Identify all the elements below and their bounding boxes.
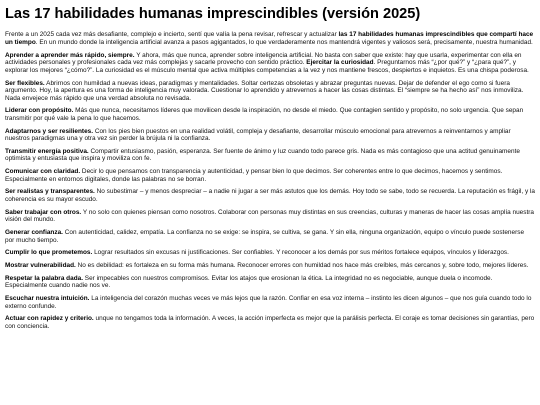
skill-heading: Ser flexibles. [5,79,45,87]
skill-body: Y no solo con quienes piensan como nosotros. Colaborar con personas muy distintas en sus creencias, culturas y maneras de hacer las cosas amplía nuestra visión del mundo. [5,208,534,224]
skill-heading: Ser realistas y transparentes. [5,188,95,196]
skill-paragraph [5,188,535,203]
skill-heading: Cumplir lo que prometemos. [5,249,93,257]
skill-paragraph [5,148,535,163]
intro-text-end: . En un mundo donde la inteligencia artificial avanza a pasos agigantados, lo que verdaderamente nos mantendrá vigentes y valiosos será, precisamente, nuestra humanidad. [35,38,533,46]
skill-body: No subestimar – y menos despreciar – a nadie ni jugar a ser más astutos que los demás. Hoy todo se sabe, todo se recuerda. La reputación es frágil, y la coherencia es su mayor escudo. [5,188,535,204]
skill-heading: Liderar con propósito. [5,107,74,115]
skill-paragraph [5,249,535,257]
intro-text: Frente a un 2025 cada vez más desafiante, complejo e incierto, sentí que valía la pena revisar, refrescar y actualizar [5,31,339,38]
skill-heading: Aprender a aprender más rápido, siempre. [5,51,135,59]
skill-paragraph [5,315,535,330]
skill-body: Compartir entusiasmo, pasión, esperanza. Ser fuente de ánimo y luz cuando todo parece gris. Nada es más contagioso que una actitud genuinamente optimista y entusiasta que inspira y moviliza con fe. [5,147,520,163]
skill-paragraph [5,262,535,270]
skill-heading: Escuchar nuestra intuición. [5,295,90,303]
skill-body: Con los pies bien puestos en una realidad volátil, compleja y desafiante, desarrollar músculo emocional para atrevernos a reinventarnos y ampliar nuestros paradigmas una y otra vez sin perder la brújula ni la confianza. [5,127,511,143]
skill-body: Y ahora, más que nunca, aprender sobre inteligencia artificial. No basta con saber que existe: hay que usarla, experimentar con ella en actividades personales y profesionales cada vez más complejas y sacarle provecho con sentido práctico. [5,51,522,67]
skill-paragraph [5,275,535,290]
skill-body: unque no tengamos toda la información. A veces, la acción imperfecta es mejor que la parálisis perfecta. El coraje es tomar decisiones sin garantías, pero con conciencia. [5,315,535,330]
skill-heading: Generar confianza. [5,229,63,237]
skill-paragraph [5,295,535,310]
skill-paragraph [5,52,535,75]
skill-paragraph [5,168,535,183]
skill-body: Lograr resultados sin excusas ni justificaciones. Ser confiables. Y reconocer a los demás por sus méritos fortalece equipos, vínculos y liderazgos. [94,249,509,257]
skill-body: No es debilidad: es fortaleza en su forma más humana. Reconocer errores con humildad nos hace más creíbles, más cercanos y, sobre todo, mejores líderes. [77,262,529,270]
skill-heading: Adaptarnos y ser resilientes. [5,127,94,135]
skill-heading: Transmitir energía positiva. [5,147,89,155]
skill-heading: Respetar la palabra dada. [5,274,83,282]
intro-highlight: las 17 habilidades humanas imprescindibles que compartí hace un tiempo [5,31,534,46]
skill-paragraph [5,128,535,143]
skill-paragraph [5,209,535,224]
skill-heading: Comunicar con claridad. [5,168,81,176]
skill-body: Decir lo que pensamos con transparencia y autenticidad, y pensar bien lo que decimos. Ser coherentes entre lo que decimos, hacemos y sentimos. Especialmente en entornos digitales, donde las palabras no se borran. [5,168,503,183]
skill-paragraph [5,80,535,103]
skill-body: Ser impecables con nuestros compromisos. Evitar los atajos que erosionan la ética. La integridad no es negociable, aunque duela o incomode. Especialmente cuando nadie nos ve. [5,274,493,290]
skill-body: Con autenticidad, calidez, empatía. La confianza no se exige: se inspira, se cultiva, se gana. Y sin ella, ninguna organización, equipo o vínculo puede sostenerse por mucho tiempo. [5,229,525,244]
skill-heading: Saber trabajar con otros. [5,208,82,216]
skill-paragraph [5,107,535,122]
intro-paragraph [5,31,535,46]
skill-body-secondary: . Preguntarnos más “¿por qué?” y “¿para qué?”, y explorar los mejores “¿cómo?”. La curiosidad es el músculo mental que activa múltiples competencias a la vez y nos mantiene frescos, despiertos e inquietos. Es una chispa poderosa. [5,59,529,74]
skill-body: Abrirnos con humildad a nuevas ideas, paradigmas y mentalidades. Soltar certezas obsoletas y abrazar preguntas nuevas. Dejar de defender el ego como si fuera argumento. Hoy, la apertura es una forma de inteligencia muy valorada. Cuestionar lo aprendido y atrevernos a hacer las cosas distintas. El “siempre se ha hecho así” nos inmoviliza. Nada envejece más rápido que una verdad absoluta no revisada. [5,79,524,102]
skill-heading: Actuar con rapidez y criterio. [5,315,94,323]
page-title: Las 17 habilidades humanas imprescindibles (versión 2025) [5,6,421,22]
skill-body: Más que nunca, necesitamos líderes que movilicen desde la inspiración, no desde el miedo. Que contagien sentido y propósito, no solo urgencia. Que sepan transmitir por qué vale la pena lo que hacemos. [5,107,524,122]
skill-heading-secondary: Ejercitar la curiosidad [306,59,374,67]
skill-paragraph [5,229,535,244]
skill-heading: Mostrar vulnerabilidad. [5,262,76,270]
skill-body: La inteligencia del corazón muchas veces ve más lejos que la razón. Confiar en esa voz interna – instinto les dicen algunos – que nos guía cuando todo lo externo confunde. [5,295,532,310]
